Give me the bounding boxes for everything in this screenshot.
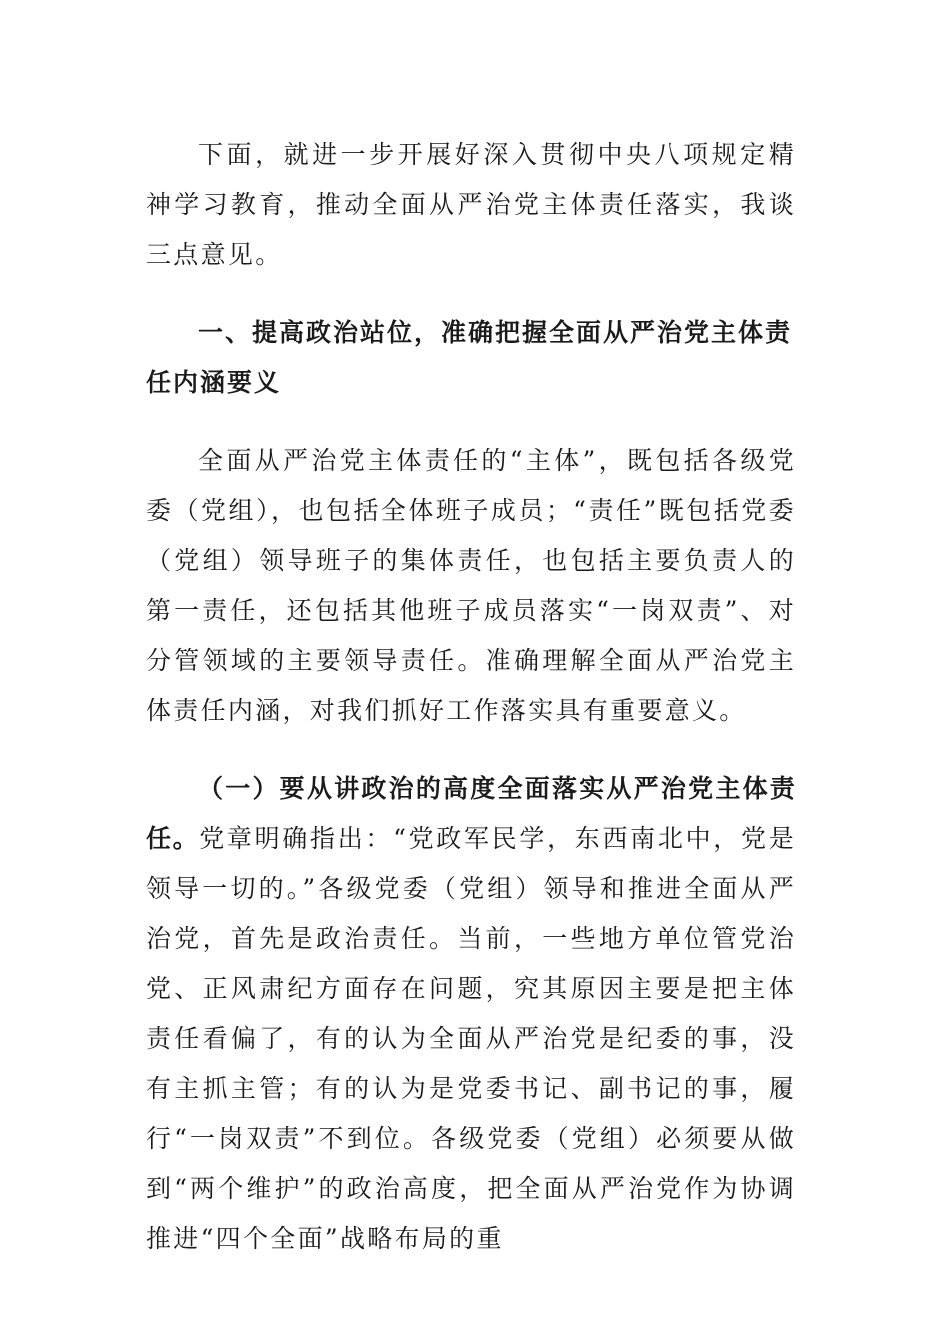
intro-paragraph: 下面，就进一步开展好深入贯彻中央八项规定精神学习教育，推动全面从严治党主体责任落实，我谈三点意见。 — [146, 140, 796, 269]
subsection-1-body: 党章明确指出：“党政军民学，东西南北中，党是领导一切的。”各级党委（党组）领导和推进全面从严治党，首先是政治责任。当前，一些地方单位管党治党、正风肃纪方面存在问题，究其原因主要是把主体责任看偏了，有的认为全面从严治党是纪委的事，没有主抓主管；有的认为是党委书记、副书记的事，履行“一岗双责”不到位。各级党委（党组）必须要从做到“两个维护”的政治高度，把全面从严治党作为协调推进“四个全面”战略布局的重 — [146, 824, 796, 1253]
subsection-1-paragraph — [146, 764, 796, 1264]
document-body — [146, 130, 796, 1264]
subsection-1-heading: （一）要从讲政治的高度全面落实从严治党主体责任。 — [146, 774, 796, 853]
section-1-paragraph: 全面从严治党主体责任的“主体”，既包括各级党委（党组），也包括全体班子成员；“责任”既包括党委（党组）领导班子的集体责任，也包括主要负责人的第一责任，还包括其他班子成员落实“一岗双责”、对分管领域的主要领导责任。准确理解全面从严治党主体责任内涵，对我们抓好工作落实具有重要意义。 — [146, 446, 796, 725]
paragraph-spacer — [146, 280, 796, 308]
paragraph-spacer — [146, 408, 796, 436]
paragraph-spacer — [146, 736, 796, 764]
section-1-heading: 一、提高政治站位，准确把握全面从严治党主体责任内涵要义 — [146, 318, 793, 397]
